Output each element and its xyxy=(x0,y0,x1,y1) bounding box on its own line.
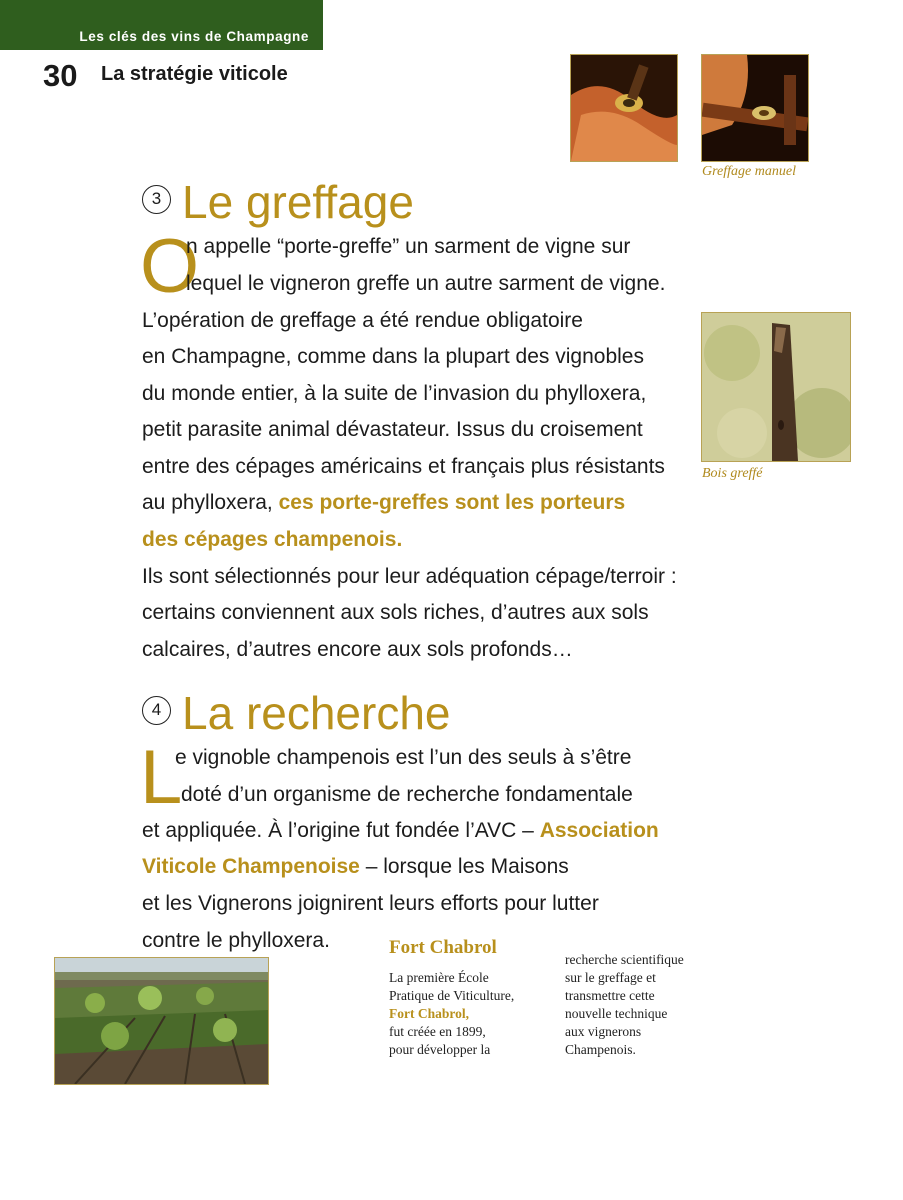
paragraph-line: contre le phylloxera. xyxy=(142,929,330,952)
header-banner xyxy=(0,0,323,50)
paragraph-line: n appelle “porte-greffe” un sarment de vigne sur xyxy=(186,235,631,258)
paragraph-line: certains conviennent aux sols riches, d’autres aux sols xyxy=(142,601,649,624)
paragraph-line: calcaires, d’autres encore aux sols profonds… xyxy=(142,638,573,661)
highlight-text: Viticole Champenoise xyxy=(142,855,360,878)
section-4-dropcap: L xyxy=(140,735,183,820)
photo-vineyard xyxy=(54,957,269,1085)
highlight-line: des cépages champenois. xyxy=(142,528,403,551)
paragraph-line: L’opération de greffage a été rendue obligatoire xyxy=(142,309,583,332)
paragraph-line: entre des cépages américains et français plus résistants xyxy=(142,455,665,478)
section-4-title: La recherche xyxy=(182,687,451,739)
sidebar-title: Fort Chabrol xyxy=(389,937,497,958)
sidebar-line: La première École xyxy=(389,970,489,985)
photo-bois-greffe xyxy=(701,312,851,462)
highlight-text: ces porte-greffes sont les porteurs xyxy=(278,491,626,514)
paragraph-text: – lorsque les Maisons xyxy=(359,855,569,878)
sidebar-line: transmettre cette xyxy=(565,988,655,1003)
section-4-heading xyxy=(142,687,451,739)
caption-bois-greffe: Bois greffé xyxy=(702,466,763,481)
sidebar-line: aux vignerons xyxy=(565,1024,642,1039)
caption-greffage-manuel: Greffage manuel xyxy=(702,164,796,179)
paragraph-text: au phylloxera, xyxy=(142,491,279,514)
section-3-title: Le greffage xyxy=(182,176,414,228)
paragraph-text: et appliquée. À l’origine fut fondée l’AVC – xyxy=(142,819,540,842)
sidebar-line: pour développer la xyxy=(389,1042,491,1057)
paragraph-line xyxy=(142,492,625,513)
sidebar-line: sur le greffage et xyxy=(565,970,656,985)
photo-greffage-2 xyxy=(701,54,809,162)
paragraph-line xyxy=(142,820,659,841)
highlight-text: Association xyxy=(539,819,659,842)
section-3-dropcap: O xyxy=(140,224,200,309)
paragraph-line: du monde entier, à la suite de l’invasion du phylloxera, xyxy=(142,382,647,405)
paragraph-line: et les Vignerons joignirent leurs efforts pour lutter xyxy=(142,892,599,915)
photo-greffage-1 xyxy=(570,54,678,162)
paragraph-line: lequel le vigneron greffe un autre sarment de vigne. xyxy=(186,272,666,295)
sidebar-highlight: Fort Chabrol, xyxy=(389,1006,469,1021)
section-title: La stratégie viticole xyxy=(101,63,288,85)
sidebar-line: Champenois. xyxy=(565,1042,636,1057)
banner-title: Les clés des vins de Champagne xyxy=(79,29,309,44)
paragraph-line: e vignoble champenois est l’un des seuls à s’être xyxy=(175,746,632,769)
section-3-number: 3 xyxy=(142,185,171,214)
paragraph-line: en Champagne, comme dans la plupart des vignobles xyxy=(142,345,644,368)
section-3-heading xyxy=(142,176,414,228)
section-4-number: 4 xyxy=(142,696,171,725)
paragraph-line: petit parasite animal dévastateur. Issus du croisement xyxy=(142,418,643,441)
paragraph-line: doté d’un organisme de recherche fondamentale xyxy=(181,783,633,806)
sidebar-line: fut créée en 1899, xyxy=(389,1024,486,1039)
page-number: 30 xyxy=(43,58,78,93)
sidebar-line: nouvelle technique xyxy=(565,1006,668,1021)
sidebar-column-2 xyxy=(565,951,684,1059)
sidebar-column-1 xyxy=(389,969,514,1059)
sidebar-line: recherche scientifique xyxy=(565,952,684,967)
sidebar-line: Pratique de Viticulture, xyxy=(389,988,515,1003)
paragraph-line: Ils sont sélectionnés pour leur adéquation cépage/terroir : xyxy=(142,565,677,588)
paragraph-line xyxy=(142,856,569,877)
